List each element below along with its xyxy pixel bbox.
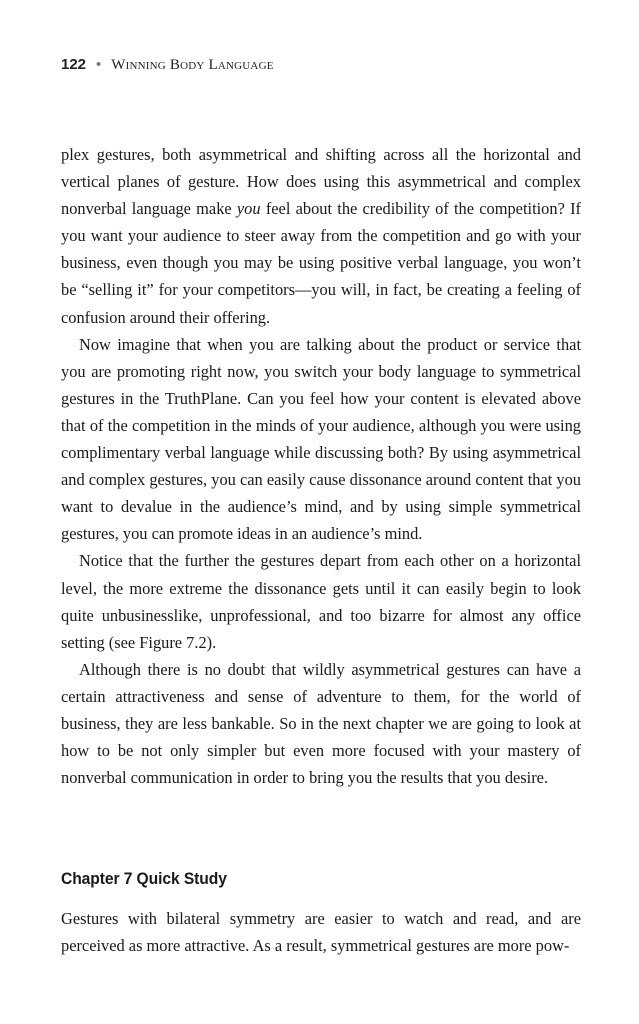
paragraph-4: Although there is no doubt that wildly asymmetrical gestures can have a certain attractiveness and sense of adventure to them, for the world of business, they are less bankable. So in the next chapter we are going to look at how to be not only simpler but even more focused with your mastery of nonverbal communication in order to bring you the results that you desire. xyxy=(61,659,581,788)
running-head xyxy=(61,56,274,78)
body-text xyxy=(61,141,581,791)
quick-study-text xyxy=(61,905,581,959)
quick-study-paragraph: Gestures with bilateral symmetry are easier to watch and read, and are perceived as more attractive. As a result, symmetrical gestures are more pow- xyxy=(61,909,581,956)
paragraph-3: Notice that the further the gestures depart from each other on a horizontal level, the more extreme the dissonance gets until it can easily begin to look quite unbusinesslike, unprofessional, and too bizarre for almost any office setting (see Figure 7.2). xyxy=(61,551,581,652)
section-heading: Chapter 7 Quick Study xyxy=(61,869,227,888)
book-title: Winning Body Language xyxy=(111,57,274,73)
page-number: 122 xyxy=(61,56,87,73)
header-separator: • xyxy=(96,56,102,73)
emphasis-you: you xyxy=(236,199,261,219)
paragraph-2: Now imagine that when you are talking about the product or service that you are promoting right now, you switch your body language to symmetrical gestures in the TruthPlane. Can you feel how your content is elevated above that of the competition in the minds of your audience, although you were using complimentary verbal language while discussing both? By using asymmetrical and complex gestures, you can easily cause dissonance around content that you want to devalue in the audience’s mind, and by using simple symmetrical gestures, you can promote ideas in an audience’s mind. xyxy=(61,334,581,544)
paragraph-1: plex gestures, both asymmetrical and shifting across all the horizontal and vertical planes of gesture. How does using this asymmetrical and complex nonverbal language make you feel about the credibility of the competition? If you want your audience to steer away from the competition and go with your business, even though you may be using positive verbal language, you won’t be “selling it” for your competitors—you will, in fact, be creating a feeling of confusion around their offering. xyxy=(61,145,581,327)
